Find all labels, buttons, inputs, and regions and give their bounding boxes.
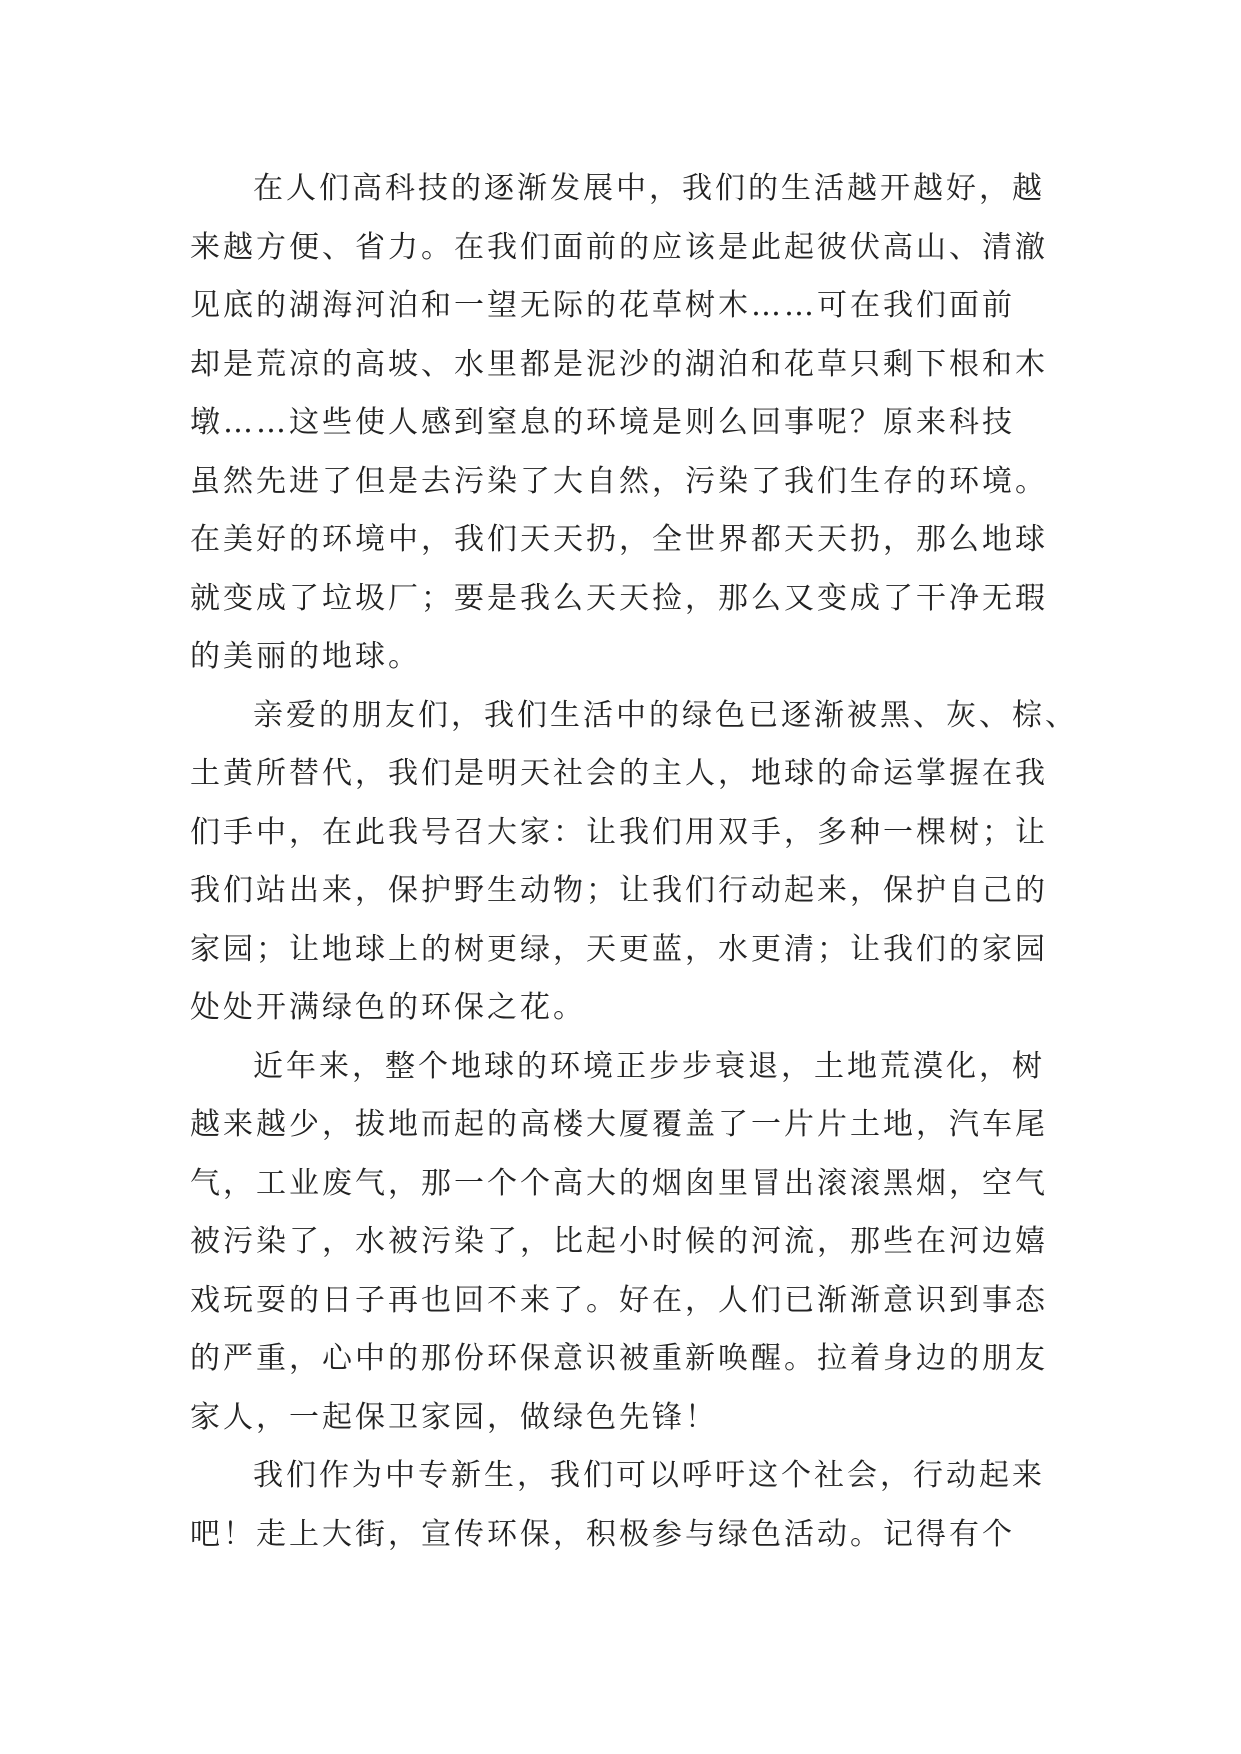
text-line: 越来越少，拔地而起的高楼大厦覆盖了一片片土地，汽车尾 (190, 1107, 1048, 1142)
text-line: 的美丽的地球。 (190, 639, 421, 674)
paragraph-1 (190, 160, 1050, 687)
text-line: 却是荒凉的高坡、水里都是泥沙的湖泊和花草只剩下根和木 (190, 346, 1048, 382)
document-body (190, 160, 1078, 1564)
text-line: 戏玩耍的日子再也回不来了。好在，人们已渐渐意识到事态 (190, 1282, 1048, 1318)
text-line: 家园；让地球上的树更绿，天更蓝，水更清；让我们的家园 (190, 931, 1048, 967)
paragraph-4 (190, 1447, 1050, 1564)
text-line: 土黄所替代，我们是明天社会的主人，地球的命运掌握在我 (190, 756, 1048, 791)
text-line: 家人，一起保卫家园，做绿色先锋！ (190, 1399, 718, 1435)
paragraph-2 (190, 687, 1078, 1038)
text-line: 们手中，在此我号召大家：让我们用双手，多种一棵树；让 (190, 814, 1048, 850)
text-line: 我们站出来，保护野生动物；让我们行动起来，保护自己的 (190, 873, 1048, 908)
text-line: 气，工业废气，那一个个高大的烟囱里冒出滚滚黑烟，空气 (190, 1165, 1048, 1201)
text-line: 我们作为中专新生，我们可以呼吁这个社会，行动起来 (253, 1458, 1045, 1493)
text-line: 就变成了垃圾厂；要是我么天天捡，那么又变成了干净无瑕 (190, 580, 1048, 616)
text-line: 被污染了，水被污染了，比起小时候的河流，那些在河边嬉 (190, 1224, 1048, 1259)
text-line: 处处开满绿色的环保之花。 (190, 990, 586, 1025)
text-line: 的严重，心中的那份环保意识被重新唤醒。拉着身边的朋友 (190, 1341, 1048, 1376)
text-line: 见底的湖海河泊和一望无际的花草树木……可在我们面前 (190, 288, 1015, 323)
text-line: 在美好的环境中，我们天天扔，全世界都天天扔，那么地球 (190, 522, 1048, 557)
text-line: 在人们高科技的逐渐发展中，我们的生活越开越好，越 (253, 171, 1045, 206)
paragraph-3 (190, 1038, 1050, 1448)
text-line: 来越方便、省力。在我们面前的应该是此起彼伏高山、清澈 (190, 229, 1048, 265)
text-line: 墩……这些使人感到窒息的环境是则么回事呢？原来科技 (190, 405, 1015, 440)
text-line: 近年来，整个地球的环境正步步衰退，土地荒漠化，树 (253, 1048, 1045, 1084)
text-line: 虽然先进了但是去污染了大自然，污染了我们生存的环境。 (190, 463, 1048, 499)
text-line: 吧！走上大街，宣传环保，积极参与绿色活动。记得有个 (190, 1516, 1015, 1552)
text-line: 亲爱的朋友们，我们生活中的绿色已逐渐被黑、灰、棕、 (253, 697, 1078, 733)
